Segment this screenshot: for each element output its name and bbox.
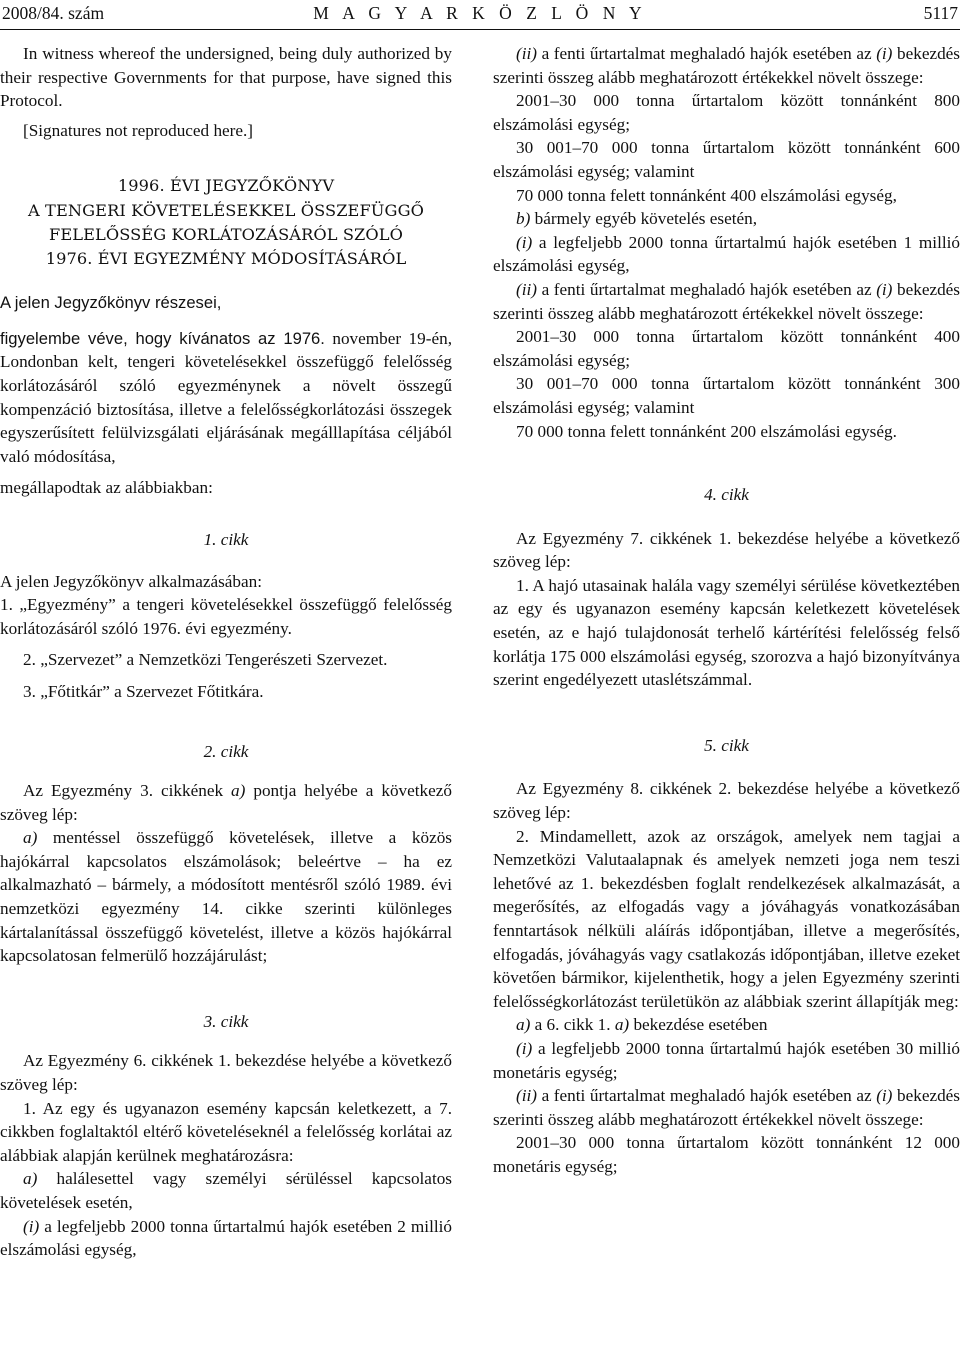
article-2-heading: 2. cikk <box>203 741 249 761</box>
claims-b-tier-3: 70 000 tonna felett tonnánként 200 elszámolási egység. <box>516 421 897 441</box>
article-4-intro: Az Egyezmény 7. cikkének 1. bekezdése helyébe a következő szöveg lép: <box>493 528 960 572</box>
page-number: 5117 <box>923 3 958 23</box>
left-column <box>0 42 452 1262</box>
article-3-intro: Az Egyezmény 6. cikkének 1. bekezdése helyébe a következő szöveg lép: <box>0 1051 452 1095</box>
article-1-point-3: 3. „Főtitkár” a Szervezet Főtitkára. <box>23 681 264 701</box>
claims-b-ii: (ii) a fenti űrtartalmat meghaladó hajók esetében az (i) bekezdés szerinti összeg alább meghatározott értékekkel növelt összege: <box>493 279 960 323</box>
article-2-item-a: a) mentéssel összefüggő követelések, illetve a közös hajókárral kapcsolatos elszámolások; beleértve – ha ez alkalmazható – bármely, a módosított mentésről szóló 1989. évi nemzetközi egyezmény 14. cikke szerinti különleges kártalanítással összefüggő követelést, illetve a közös hajókárral kapcsolatosan felmerülő hozzájárulást; <box>0 828 452 966</box>
claims-b: b) bármely egyéb követelés esetén, <box>516 209 758 229</box>
claims-b-tier-1: 2001–30 000 tonna űrtartalom között tonnánként 400 elszámolási egység; <box>493 327 960 370</box>
article-3-item-a: a) halálesettel vagy személyi sérüléssel kapcsolatos követelések esetén, <box>0 1169 452 1212</box>
claims-b-tier-2: 30 001–70 000 tonna űrtartalom között tonnánként 300 elszámolási egység; valamint <box>493 374 960 417</box>
article-1-point-1: 1. „Egyezmény” a tengeri követelésekkel összefüggő felelősség korlátozásáról szóló 1976. évi egyezmény. <box>0 595 452 638</box>
page-header <box>0 0 960 26</box>
article-5-item-i: (i) a legfeljebb 2000 tonna űrtartalmú hajók esetében 30 millió monetáris egység; <box>493 1038 960 1082</box>
article-1-heading: 1. cikk <box>203 529 249 549</box>
considering-part-1: figyelembe véve, hogy kívánatos az 1976. <box>0 328 325 348</box>
issue-number: 2008/84. szám <box>2 3 105 23</box>
claims-b-i: (i) a legfeljebb 2000 tonna űrtartalmú hajók esetében 1 millió elszámolási egység, <box>493 232 960 276</box>
protocol-title-line-4: 1976. ÉVI EGYEZMÉNY MÓDOSÍTÁSÁRÓL <box>45 248 407 268</box>
limit-tier-3: 70 000 tonna felett tonnánként 400 elszámolási egység, <box>516 185 897 205</box>
article-5-heading: 5. cikk <box>704 735 749 755</box>
article-4-point-1: 1. A hajó utasainak halála vagy személyi sérülése következtében az egy és ugyanazon esemény kapcsán keletkezett követelések esetén, az e hajó tulajdonosát terhelő kártérítési felelősség felső korlátja 175 000 elszámolási egység, szorozva a hajó bizonyítványa szerint engedélyezett utaslétszámmal. <box>493 575 960 690</box>
article-5-intro: Az Egyezmény 8. cikkének 2. bekezdése helyébe a következő szöveg lép: <box>493 779 960 823</box>
limit-tier-2: 30 001–70 000 tonna űrtartalom között tonnánként 600 elszámolási egység; valamint <box>493 138 960 181</box>
limit-ii-paragraph: (ii) a fenti űrtartalmat meghaladó hajók esetében az (i) bekezdés szerinti összeg alább meghatározott értékekkel növelt összege: <box>493 44 960 87</box>
considering-part-2: november 19-én, Londonban kelt, tengeri követelésekkel összefüggő felelősség korlátozásáról szóló egyezménynek a növelt összegű kompenzáció biztosítása, illetve a felelősségkorlátozási összegek egyszerűsített felülvizsgálati eljárásának megálllapítása céljából való módosítása, <box>0 328 452 466</box>
article-5-tier-1: 2001–30 000 tonna űrtartalom között tonnánként 12 000 monetáris egység; <box>493 1133 960 1176</box>
protocol-title-line-1: 1996. ÉVI JEGYZŐKÖNYV <box>117 176 335 196</box>
article-4-heading: 4. cikk <box>704 485 749 505</box>
signatures-note: [Signatures not reproduced here.] <box>23 120 254 140</box>
right-column <box>493 42 960 1179</box>
considering-paragraph <box>0 327 452 469</box>
article-5-point-2: 2. Mindamellett, azok az országok, amelyek nem tagjai a Nemzetközi Valutaalapnak és amelyek nemzeti joga nem teszi lehetővé az 1. bekezdésben foglalt rendelkezések alkalmazását, a megerősítés, az elfogadás vagy a jóváhagyás vonatkozásában fenntartások nélküli aláírás időpontjában, illetve a megerősítés, elfogadás, jóváhagyás vagy csatlakozás időpontjában, illetve ezeket követően bármikor, kijelenthetik, hogy a jelen Egyezmény szerinti felelősségkorlátozást területükön az alábbiak szerint állapítják meg: <box>493 826 960 1011</box>
article-1-point-2: 2. „Szervezet” a Nemzetközi Tengerészeti Szervezet. <box>23 650 388 670</box>
protocol-title-line-3: FELELŐSSÉG KORLÁTOZÁSÁRÓL SZÓLÓ <box>49 224 403 244</box>
publication-title: M A G Y A R K Ö Z L Ö N Y <box>313 3 647 23</box>
parties-line: A jelen Jegyzőkönyv részesei, <box>0 293 222 313</box>
article-2-intro: Az Egyezmény 3. cikkének a) pontja helyébe a következő szöveg lép: <box>0 781 452 824</box>
article-3-heading: 3. cikk <box>203 1011 249 1031</box>
article-3-item-i: (i) a legfeljebb 2000 tonna űrtartalmú hajók esetében 2 millió elszámolási egység, <box>0 1216 452 1260</box>
agreed-line: megállapodtak az alábbiakban: <box>0 478 213 498</box>
witness-paragraph: In witness whereof the undersigned, being duly authorized by their respective Governments for that purpose, have signed this Protocol. <box>0 44 452 111</box>
article-3-point-1: 1. Az egy és ugyanazon esemény kapcsán keletkezett, a 7. cikkben foglaltaktól eltérő követeléseknél a felelősség korlátai az alábbiak alapján kerülnek meghatározásra: <box>0 1098 452 1165</box>
article-1-intro: A jelen Jegyzőkönyv alkalmazásában: <box>0 571 263 591</box>
limit-tier-1: 2001–30 000 tonna űrtartalom között tonnánként 800 elszámolási egység; <box>493 91 960 134</box>
protocol-title-line-2: A TENGERI KÖVETELÉSEKKEL ÖSSZEFÜGGŐ <box>28 200 424 220</box>
article-5-item-ii: (ii) a fenti űrtartalmat meghaladó hajók esetében az (i) bekezdés szerinti összeg alább meghatározott értékekkel növelt összege: <box>493 1086 960 1129</box>
header-rule <box>0 29 960 30</box>
article-5-item-a: a) a 6. cikk 1. a) bekezdése esetében <box>516 1015 768 1035</box>
